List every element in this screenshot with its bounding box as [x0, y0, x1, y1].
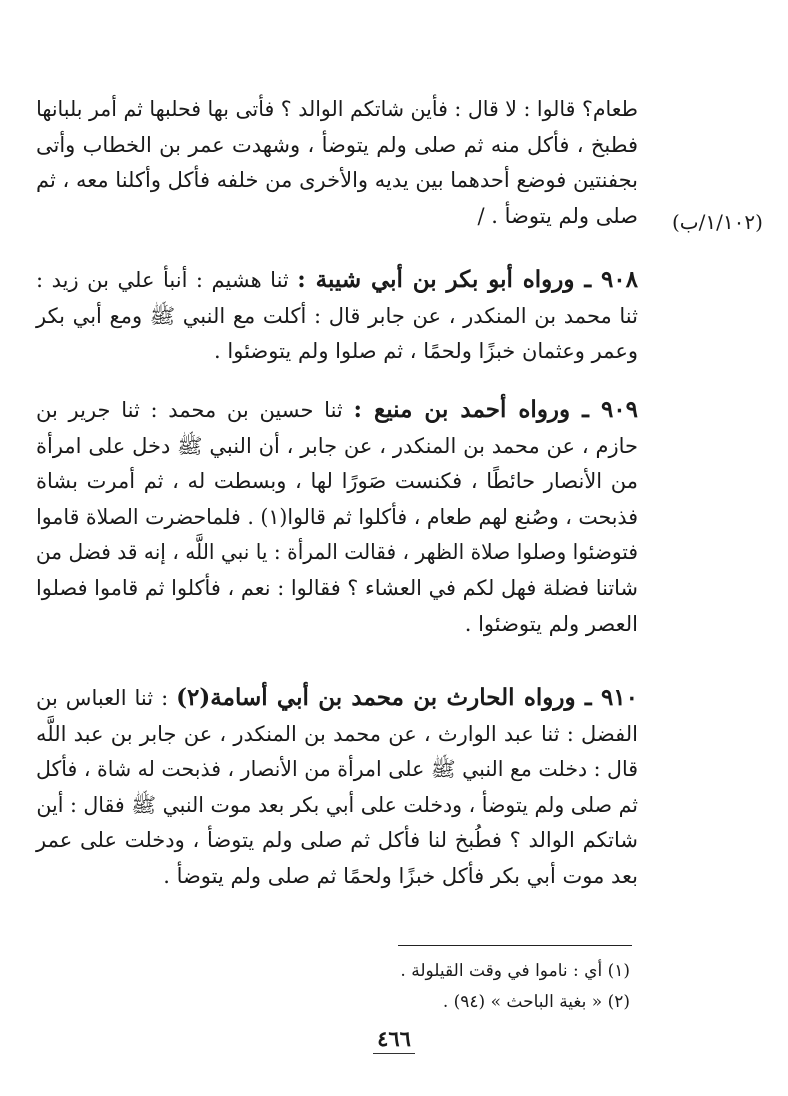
hadith-908-lead: ٩٠٨ ـ ورواه أبو بكر بن أبي شيبة : [297, 266, 638, 293]
footnote-1: (١) أي : ناموا في وقت القيلولة . [400, 961, 630, 981]
hadith-heading-line [36, 392, 638, 429]
hadith-909 [36, 392, 638, 642]
text-line: ثنا محمد بن المنكدر ، عن جابر قال : أكلت مع النبي ﷺ ومع أبي بكر [36, 303, 638, 328]
hadith-909-lead: ٩٠٩ ـ ورواه أحمد بن منيع : [353, 396, 638, 423]
paragraph-continuation [36, 92, 638, 234]
hadith-910-line1: : ثنا العباس بن [36, 686, 177, 710]
hadith-910-lead: ٩١٠ ـ ورواه الحارث بن محمد بن أبي أسامة(٢) [176, 684, 639, 711]
text-line: وعمر وعثمان خبزًا ولحمًا ، ثم صلوا ولم يتوضئوا . [214, 339, 638, 364]
page-number-value: ٤٦٦ [373, 1026, 415, 1054]
footnotes [300, 956, 630, 1018]
text-line: العصر ولم يتوضئوا . [464, 611, 638, 636]
text-line: الفضل : ثنا عبد الوارث ، عن محمد بن المنكدر ، عن جابر بن عبد اللَّه [36, 721, 638, 746]
text-line: حازم ، عن محمد بن المنكدر ، عن جابر ، أن النبي ﷺ دخل على امرأة [36, 433, 638, 458]
hadith-909-line1: ثنا حسين بن محمد : ثنا جرير بن [36, 398, 354, 422]
text-line: طعام؟ قالوا : لا قال : فأين شاتكم الوالد ؟ فأتى بها فحلبها ثم أمر بلبانها [36, 97, 638, 121]
hadith-908 [36, 262, 638, 370]
hadith-910 [36, 680, 638, 895]
text-line: ثم صلى ولم يتوضأ ، ودخلت على أبي بكر بعد موت النبي ﷺ فقال : أين [36, 792, 639, 817]
text-line: شاتنا فضلة فهل لكم في العشاء ؟ فقالوا : نعم ، فأكلوا ثم قاموا فصلوا [36, 575, 638, 600]
text-line: شاتكم الوالد ؟ فطُبخ لنا فأكل ثم صلى ولم يتوضأ ، ودخلت على عمر [36, 828, 638, 853]
footnote-2: (٢) « بغية الباحث » (٩٤) . [442, 992, 630, 1012]
text-line: بعد موت أبي بكر فأكل خبزًا ولحمًا ثم صلى ولم يتوضأ . [163, 863, 638, 888]
text-line: فتوضئوا وصلوا صلاة الظهر ، فقالت المرأة : يا نبي اللَّه ، إنه قد فضل من [35, 540, 638, 565]
hadith-908-line1: ثنا هشيم : أنبأ علي بن زيد : [36, 268, 298, 292]
manuscript-folio-reference: (١/١٠٢/ب) [672, 210, 763, 234]
text-line: قال : دخلت مع النبي ﷺ على امرأة من الأنصار ، فذبحت له شاة ، فأكل [36, 757, 639, 782]
hadith-heading-line [36, 680, 638, 717]
footnote-separator [398, 945, 632, 946]
text-line: بجفنتين فوضع أحدهما بين يديه والأخرى من خلفه فأكل وأكلنا معه ، ثم [36, 168, 638, 193]
hadith-heading-line [36, 262, 638, 299]
text-line: فذبحت ، وصُنع لهم طعام ، فأكلوا ثم قالوا(١) . فلماحضرت الصلاة قاموا [36, 504, 638, 529]
text-line: صلى ولم يتوضأ . / [477, 203, 638, 228]
text-line: من الأنصار حائطًا ، فكنست صَورًا لها ، وبسطت له ، ثم أمرت بشاة [36, 469, 638, 494]
page-number [0, 1026, 788, 1054]
text-line: فطبخ ، فأكل منه ثم صلى ولم يتوضأ ، وشهدت عمر بن الخطاب وأتى [36, 132, 638, 157]
